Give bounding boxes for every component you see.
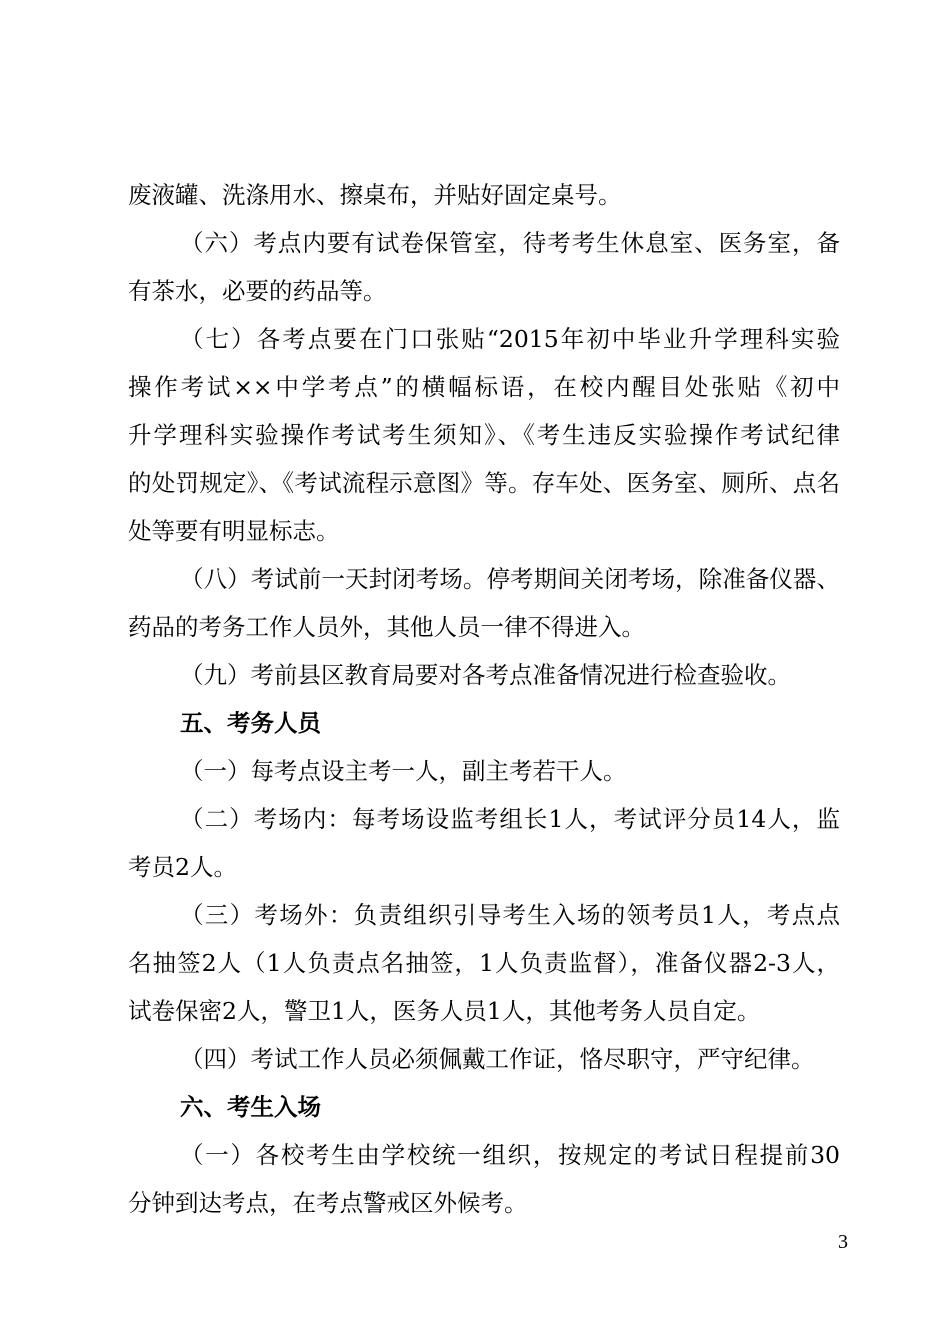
paragraph-line: 有茶水，必要的药品等。 bbox=[128, 277, 387, 305]
paragraph-line: 处等要有明显标志。 bbox=[128, 517, 340, 545]
paragraph-line: 分钟到达考点，在考点警戒区外候考。 bbox=[128, 1189, 528, 1217]
paragraph-line: （一）各校考生由学校统一组织，按规定的考试日程提前30 bbox=[180, 1141, 840, 1169]
paragraph-line: （三）考场外：负责组织引导考生入场的领考员1人，考点点 bbox=[180, 901, 840, 929]
section-heading: 五、考务人员 bbox=[180, 709, 321, 737]
paragraph-line: （二）考场内：每考场设监考组长1人，考试评分员14人，监 bbox=[180, 805, 840, 833]
paragraph-line: （九）考前县区教育局要对各考点准备情况进行检查验收。 bbox=[180, 661, 791, 689]
paragraph-line: （四）考试工作人员必须佩戴工作证，恪尽职守，严守纪律。 bbox=[180, 1045, 815, 1073]
section-heading: 六、考生入场 bbox=[180, 1093, 321, 1121]
paragraph-line: （六）考点内要有试卷保管室，待考考生休息室、医务室，备 bbox=[180, 229, 840, 257]
paragraph-line: 考员2人。 bbox=[128, 853, 237, 881]
paragraph-line: 废液罐、洗涤用水、擦桌布，并贴好固定桌号。 bbox=[128, 181, 622, 209]
paragraph-line: （一）每考点设主考一人，副主考若干人。 bbox=[180, 757, 627, 785]
paragraph-line: 操作考试××中学考点”的横幅标语，在校内醒目处张贴《初中 bbox=[128, 373, 840, 401]
paragraph-line: 试卷保密2人，警卫1人，医务人员1人，其他考务人员自定。 bbox=[128, 997, 761, 1025]
paragraph-line: 的处罚规定》、《考试流程示意图》等。存车处、医务室、厕所、点名 bbox=[128, 469, 840, 497]
paragraph-line: （八）考试前一天封闭考场。停考期间关闭考场，除准备仪器、 bbox=[180, 565, 840, 593]
paragraph-line: （七）各考点要在门口张贴“2015年初中毕业升学理科实验 bbox=[180, 325, 840, 353]
paragraph-line: 升学理科实验操作考试考生须知》、《考生违反实验操作考试纪律 bbox=[128, 421, 840, 449]
paragraph-line: 药品的考务工作人员外，其他人员一律不得进入。 bbox=[128, 613, 645, 641]
paragraph-line: 名抽签2人（1人负责点名抽签，1人负责监督），准备仪器2-3人， bbox=[128, 949, 840, 977]
page-number: 3 bbox=[838, 1231, 848, 1253]
